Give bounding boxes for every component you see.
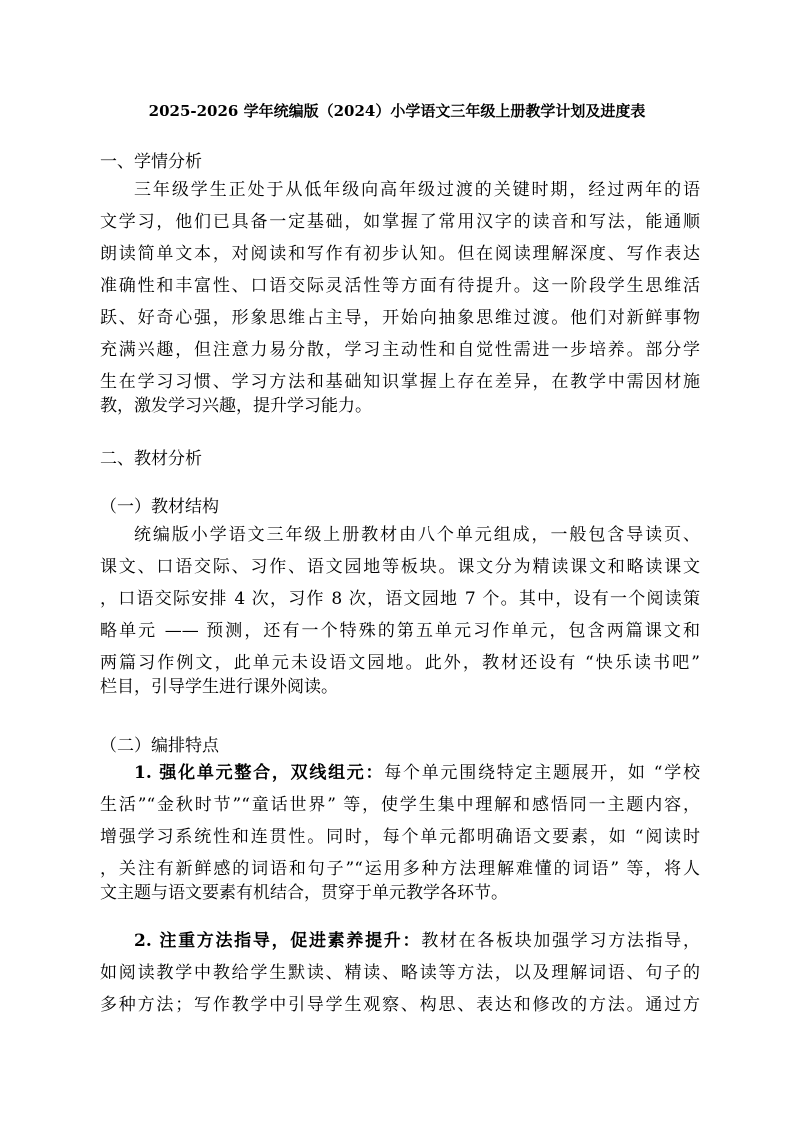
document-title: 2025-2026 学年统编版（2024）小学语文三年级上册教学计划及进度表	[148, 102, 646, 120]
paragraph-line: 增强学习系统性和连贯性。同时，每个单元都明确语文要素，如 “阅读时	[100, 827, 700, 847]
paragraph-line: 准确性和丰富性、口语交际灵活性等方面有待提升。这一阶段学生思维活	[100, 276, 700, 296]
paragraph-line: 统编版小学语文三年级上册教材由八个单元组成，一般包含导读页、	[134, 525, 700, 545]
paragraph-line: 三年级学生正处于从低年级向高年级过渡的关键时期，经过两年的语	[134, 180, 700, 200]
paragraph-line: 充满兴趣，但注意力易分散，学习主动性和自觉性需进一步培养。部分学	[100, 340, 700, 360]
paragraph-line: 两篇习作例文，此单元未设语文园地。此外，教材还设有 “快乐读书吧”	[100, 653, 700, 673]
subsection-heading-textbook-structure: （一）教材结构	[100, 497, 219, 517]
subsection-heading-arrangement-features: （二）编排特点	[100, 736, 219, 756]
paragraph-line: 课文、口语交际、习作、语文园地等板块。课文分为精读课文和略读课文	[100, 557, 700, 577]
paragraph-line: 如阅读教学中教给学生默读、精读、略读等方法，以及理解词语、句子的	[100, 963, 700, 983]
paragraph-line: 略单元 —— 预测，还有一个特殊的第五单元习作单元，包含两篇课文和	[100, 621, 700, 641]
paragraph-line: 文学习，他们已具备一定基础，如掌握了常用汉字的读音和写法，能通顺	[100, 212, 700, 232]
section-heading-learning-analysis: 一、学情分析	[100, 152, 202, 172]
numbered-point-line	[134, 930, 700, 952]
paragraph-line: 多种方法；写作教学中引导学生观察、构思、表达和修改的方法。通过方	[100, 995, 700, 1015]
paragraph-line: 跃、好奇心强，形象思维占主导，开始向抽象思维过渡。他们对新鲜事物	[100, 308, 700, 328]
point-lead: 2. 注重方法指导，促进素养提升：	[134, 931, 422, 951]
point-lead: 1. 强化单元整合，双线组元：	[134, 763, 385, 783]
paragraph-line: 栏目，引导学生进行课外阅读。	[100, 677, 338, 697]
point-text: 每个单元围绕特定主题展开，如 “学校	[384, 763, 700, 783]
paragraph-line: 文主题与语文要素有机结合，贯穿于单元教学各环节。	[100, 883, 508, 903]
section-heading-textbook-analysis: 二、教材分析	[100, 449, 202, 469]
numbered-point-line	[134, 762, 700, 784]
paragraph-line: 教，激发学习兴趣，提升学习能力。	[100, 396, 372, 416]
point-text: 教材在各板块加强学习方法指导，	[421, 931, 701, 951]
paragraph-line: 朗读简单文本，对阅读和写作有初步认知。但在阅读理解深度、写作表达	[100, 244, 700, 264]
paragraph-line: 生活”“金秋时节”“童话世界” 等，使学生集中理解和感悟同一主题内容，	[100, 795, 700, 815]
paragraph-line: ，口语交际安排 4 次，习作 8 次，语文园地 7 个。其中，设有一个阅读策	[100, 589, 700, 609]
paragraph-line: 生在学习习惯、学习方法和基础知识掌握上存在差异，在教学中需因材施	[100, 372, 700, 392]
paragraph-line: ，关注有新鲜感的词语和句子”“运用多种方法理解难懂的词语” 等，将人	[100, 859, 700, 879]
